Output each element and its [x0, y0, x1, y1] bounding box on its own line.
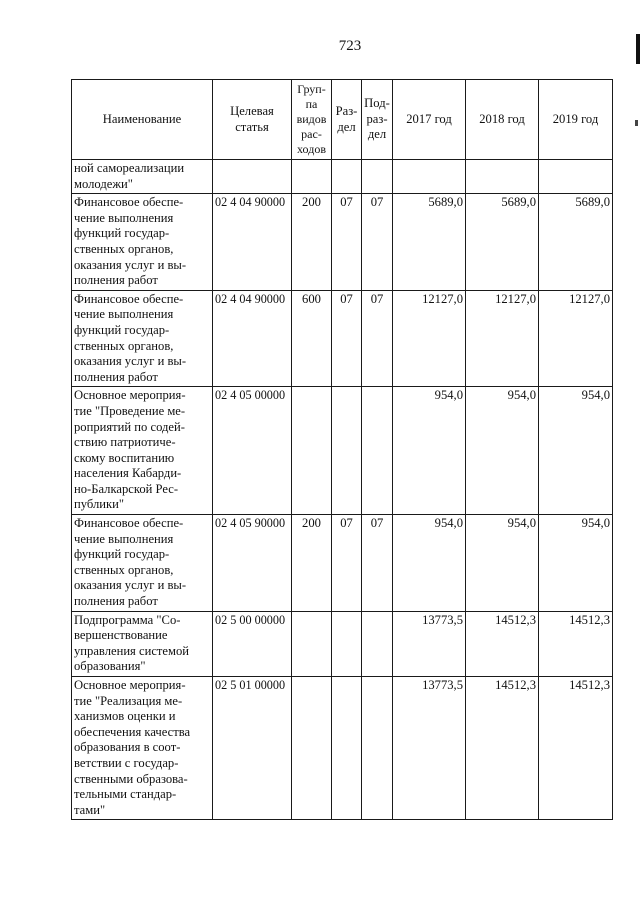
- row-name-line: чение выполнения: [74, 531, 174, 546]
- header-target: [213, 80, 292, 160]
- row-target-code: [213, 160, 292, 194]
- row-subsection: [362, 677, 393, 820]
- header-group-line: видов: [296, 112, 327, 126]
- row-name-line: оказания услуг и вы-: [74, 354, 187, 369]
- row-section: [332, 387, 362, 515]
- row-value-2019: 5689,0: [539, 194, 613, 291]
- row-subsection: [362, 611, 393, 676]
- table-row: [72, 290, 613, 387]
- row-value-2017: 954,0: [393, 387, 466, 515]
- header-group-line: па: [305, 97, 318, 111]
- row-name-line: функций государ-: [74, 547, 170, 562]
- table-row: [72, 677, 613, 820]
- row-value-2019: 14512,3: [539, 677, 613, 820]
- row-value-2017: 13773,5: [393, 611, 466, 676]
- row-name-line: чение выполнения: [74, 307, 174, 322]
- row-name-line: полнения работ: [74, 594, 158, 609]
- row-value-2018: 14512,3: [466, 611, 539, 676]
- row-value-2018: 954,0: [466, 515, 539, 612]
- row-value-2019: 12127,0: [539, 290, 613, 387]
- row-name-line: ствию патриотиче-: [74, 435, 176, 450]
- row-name-line: полнения работ: [74, 273, 158, 288]
- row-section: 07: [332, 290, 362, 387]
- row-name-line: ханизмов оценки и: [74, 709, 176, 724]
- scan-edge-dot: [635, 120, 638, 126]
- row-value-2019: 954,0: [539, 515, 613, 612]
- row-subsection: 07: [362, 515, 393, 612]
- header-section-line: дел: [337, 119, 356, 134]
- row-name-line: функций государ-: [74, 226, 170, 241]
- row-name-line: Основное мероприя-: [74, 678, 186, 692]
- row-name-line: Финансовое обеспе-: [74, 195, 184, 210]
- row-section: 07: [332, 194, 362, 291]
- header-group-line: Груп-: [297, 82, 326, 96]
- row-group: [292, 387, 332, 515]
- header-2018: 2018 год: [466, 80, 539, 160]
- table-row: [72, 160, 613, 194]
- row-name: [72, 515, 213, 612]
- row-name-line: обеспечения качества: [74, 724, 191, 739]
- row-name: [72, 160, 213, 194]
- row-name-line: ственными образова-: [74, 771, 188, 786]
- table-row: [72, 611, 613, 676]
- header-group-line: ходов: [297, 142, 326, 156]
- header-name: Наименование: [72, 80, 213, 160]
- table-body: [72, 160, 613, 820]
- row-value-2018: 954,0: [466, 387, 539, 515]
- row-name-line: ственных органов,: [74, 562, 174, 577]
- row-name-line: функций государ-: [74, 322, 170, 337]
- row-subsection: 07: [362, 194, 393, 291]
- header-2019: 2019 год: [539, 80, 613, 160]
- row-name-line: оказания услуг и вы-: [74, 257, 187, 272]
- row-target-code: 02 5 00 00000: [213, 611, 292, 676]
- row-name-line: скому воспитанию: [74, 450, 175, 465]
- row-value-2019: 954,0: [539, 387, 613, 515]
- row-name-line: полнения работ: [74, 369, 158, 384]
- row-subsection: 07: [362, 290, 393, 387]
- header-subsection-line: Под-: [364, 96, 390, 111]
- row-name-line: ственных органов,: [74, 338, 174, 353]
- row-name: [72, 611, 213, 676]
- header-subsection-line: раз-: [366, 111, 388, 126]
- row-target-code: 02 4 05 90000: [213, 515, 292, 612]
- row-name-line: Финансовое обеспе-: [74, 516, 184, 531]
- row-name-line: образования": [74, 659, 146, 674]
- row-name-line: ной самореализации: [74, 161, 185, 175]
- row-section: [332, 611, 362, 676]
- table-row: [72, 515, 613, 612]
- header-target-line: Целевая: [230, 103, 274, 118]
- row-name-line: ветствии с государ-: [74, 755, 179, 770]
- row-value-2017: 12127,0: [393, 290, 466, 387]
- row-name-line: но-Балкарской Рес-: [74, 481, 179, 496]
- row-name-line: Подпрограмма "Со-: [74, 612, 181, 627]
- table-row: [72, 194, 613, 291]
- row-value-2018: 5689,0: [466, 194, 539, 291]
- row-name-line: Финансовое обеспе-: [74, 291, 184, 306]
- header-2017: 2017 год: [393, 80, 466, 160]
- row-name-line: населения Кабарди-: [74, 466, 182, 481]
- row-value-2017: [393, 160, 466, 194]
- row-subsection: [362, 160, 393, 194]
- row-value-2018: 14512,3: [466, 677, 539, 820]
- row-group: [292, 677, 332, 820]
- row-name-line: роприятий по содей-: [74, 419, 185, 434]
- row-value-2018: 12127,0: [466, 290, 539, 387]
- row-name-line: образования в соот-: [74, 740, 181, 755]
- header-group-line: рас-: [301, 127, 322, 141]
- row-value-2019: 14512,3: [539, 611, 613, 676]
- row-value-2019: [539, 160, 613, 194]
- header-subsection: [362, 80, 393, 160]
- header-subsection-line: дел: [367, 127, 387, 142]
- row-section: [332, 677, 362, 820]
- row-name-line: публики": [74, 497, 124, 512]
- row-name-line: чение выполнения: [74, 210, 174, 225]
- row-subsection: [362, 387, 393, 515]
- row-name: [72, 194, 213, 291]
- row-value-2018: [466, 160, 539, 194]
- row-target-code: 02 4 04 90000: [213, 194, 292, 291]
- row-name: [72, 290, 213, 387]
- header-section: [332, 80, 362, 160]
- row-name-line: управления системой: [74, 643, 190, 658]
- row-value-2017: 5689,0: [393, 194, 466, 291]
- row-name-line: тами": [74, 802, 106, 817]
- table-row: [72, 387, 613, 515]
- row-target-code: 02 5 01 00000: [213, 677, 292, 820]
- row-name-line: тельными стандар-: [74, 787, 177, 802]
- row-name-line: вершенствование: [74, 628, 168, 643]
- table-header: [72, 80, 613, 160]
- row-name-line: молодежи": [74, 176, 133, 191]
- row-name-line: Основное мероприя-: [74, 388, 186, 403]
- budget-table: [71, 79, 613, 820]
- row-name-line: ственных органов,: [74, 241, 174, 256]
- header-section-line: Раз-: [335, 103, 358, 118]
- header-group: [292, 80, 332, 160]
- row-name: [72, 677, 213, 820]
- row-name: [72, 387, 213, 515]
- row-section: [332, 160, 362, 194]
- row-value-2017: 13773,5: [393, 677, 466, 820]
- row-group: 200: [292, 194, 332, 291]
- row-name-line: тие "Реализация ме-: [74, 693, 183, 708]
- page-number: 723: [338, 38, 362, 54]
- row-group: 600: [292, 290, 332, 387]
- row-section: 07: [332, 515, 362, 612]
- header-target-line: статья: [235, 119, 269, 134]
- row-name-line: оказания услуг и вы-: [74, 578, 187, 593]
- row-group: [292, 160, 332, 194]
- row-target-code: 02 4 04 90000: [213, 290, 292, 387]
- row-target-code: 02 4 05 00000: [213, 387, 292, 515]
- row-group: [292, 611, 332, 676]
- row-group: 200: [292, 515, 332, 612]
- row-value-2017: 954,0: [393, 515, 466, 612]
- row-name-line: тие "Проведение ме-: [74, 403, 186, 418]
